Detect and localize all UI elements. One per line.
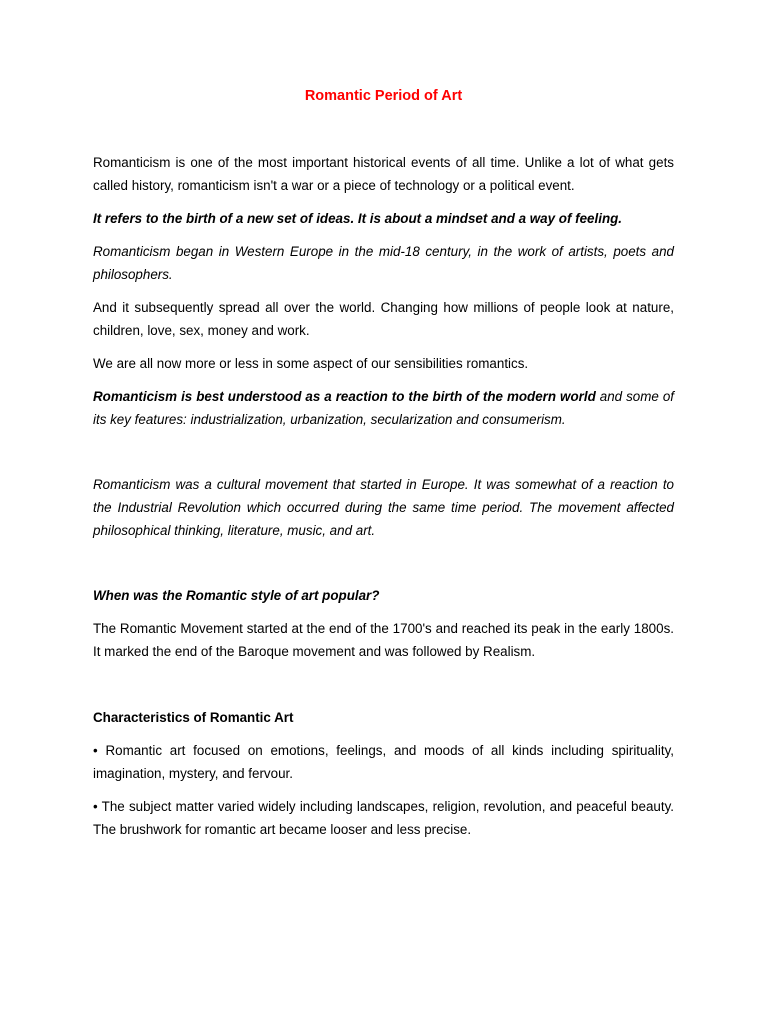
timeline-paragraph: The Romantic Movement started at the end of the 1700's and reached its peak in the early 1800s. It marked the end of the Baroque movement and was followed by Realism. — [93, 621, 674, 659]
popular-question-heading: When was the Romantic style of art popular? — [93, 588, 380, 603]
intro-paragraph: Romanticism is one of the most important historical events of all time. Unlike a lot of what gets called history, romanticism isn't a war or a piece of technology or a political event. — [93, 155, 674, 193]
reaction-paragraph-rest: and some of its key features: industrialization, urbanization, secularization and consumerism. — [93, 389, 674, 427]
document-title: Romantic Period of Art — [304, 88, 463, 104]
origin-paragraph: Romanticism began in Western Europe in the mid-18 century, in the work of artists, poets and philosophers. — [93, 244, 674, 282]
characteristics-heading: Characteristics of Romantic Art — [93, 710, 294, 725]
characteristics-bullet-1: • Romantic art focused on emotions, feelings, and moods of all kinds including spirituality, imagination, mystery, and fervour. — [93, 743, 674, 781]
characteristics-bullet-2: • The subject matter varied widely including landscapes, religion, revolution, and peaceful beauty. The brushwork for romantic art became looser and less precise. — [93, 799, 674, 837]
spread-paragraph: And it subsequently spread all over the world. Changing how millions of people look at nature, children, love, sex, money and work. — [93, 300, 674, 338]
reaction-paragraph-bold: Romanticism is best understood as a reaction to the birth of the modern world — [93, 389, 596, 404]
cultural-movement-paragraph: Romanticism was a cultural movement that started in Europe. It was somewhat of a reaction to the Industrial Revolution which occurred during the same time period. The movement affected philosophical thinking, literature, music, and art. — [93, 477, 674, 538]
sensibilities-paragraph: We are all now more or less in some aspect of our sensibilities romantics. — [93, 356, 529, 371]
reaction-paragraph — [93, 385, 674, 431]
ideas-paragraph: It refers to the birth of a new set of ideas. It is about a mindset and a way of feeling. — [93, 211, 623, 226]
